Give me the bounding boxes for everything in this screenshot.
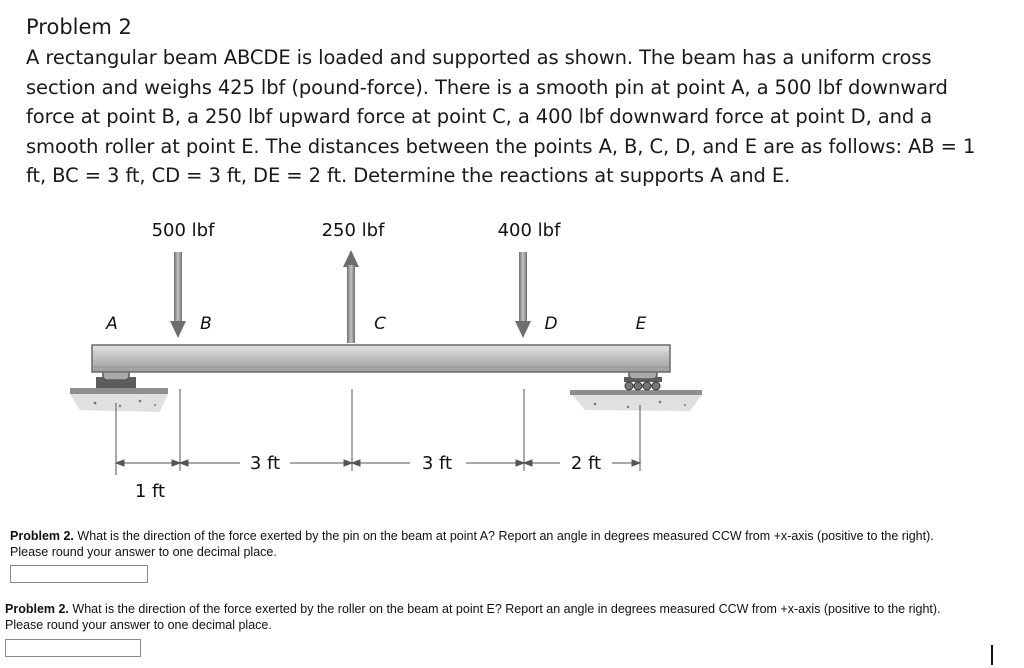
question-1-text: What is the direction of the force exerted by the pin on the beam at point A? Report an angle in degrees measured CCW from +x-axis (positive to the right). Please round your answer to one decimal place.: [10, 529, 934, 559]
point-label-a: A: [106, 314, 118, 334]
problem-title: Problem 2: [26, 15, 132, 39]
force-label-b: 500 lbf: [151, 220, 215, 241]
point-label-d: D: [544, 314, 558, 334]
beam: [92, 345, 670, 372]
dimension-line: [116, 460, 640, 466]
dimension-extension-lines: [116, 389, 640, 475]
question-2: [5, 601, 970, 633]
beam-diagram: [0, 205, 720, 505]
force-arrow-c: [343, 250, 359, 343]
dimension-label-de: 2 ft: [570, 453, 602, 474]
force-arrow-d: [515, 252, 531, 338]
point-label-c: C: [374, 314, 386, 334]
force-label-c: 250 lbf: [321, 220, 385, 241]
answer-input-2[interactable]: [5, 639, 141, 657]
dimension-label-ab: 1 ft: [134, 481, 166, 502]
force-label-d: 400 lbf: [497, 220, 561, 241]
question-2-label: Problem 2.: [5, 602, 69, 616]
force-arrow-b: [170, 252, 186, 338]
problem-statement: A rectangular beam ABCDE is loaded and supported as shown. The beam has a uniform cross section and weighs 425 lbf (pound-force). There is a smooth pin at point A, a 500 lbf downward force at point B, a 250 lbf upward force at point C, a 400 lbf downward force at point D, and a smooth roller at point E. The distances between the points A, B, C, D, and E are as follows: AB = 1 ft, BC = 3 ft, CD = 3 ft, DE = 2 ft. Determine the reactions at supports A and E.: [26, 46, 976, 188]
ground-e: [570, 390, 702, 411]
point-label-e: E: [635, 314, 647, 334]
text-cursor: [991, 645, 993, 665]
question-1-label: Problem 2.: [10, 529, 74, 543]
dimension-label-cd: 3 ft: [421, 453, 453, 474]
dimension-label-bc: 3 ft: [249, 453, 281, 474]
point-label-b: B: [200, 314, 212, 334]
answer-input-1[interactable]: [10, 565, 148, 583]
ground-a: [70, 388, 168, 412]
question-2-text: What is the direction of the force exerted by the roller on the beam at point E? Report an angle in degrees measured CCW from +x-axis (positive to the right). Please round your answer to one decimal place.: [5, 602, 941, 632]
question-1: [10, 528, 970, 560]
